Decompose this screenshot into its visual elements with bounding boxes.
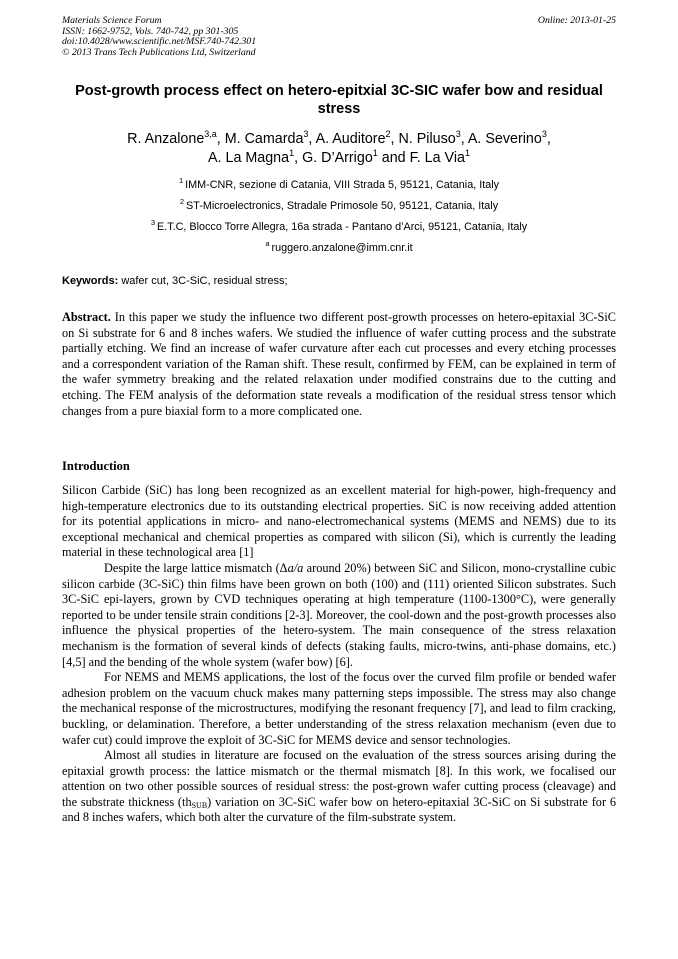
affiliation-text: ST-Microelectronics, Stradale Primosole 50, 95121, Catania, Italy	[186, 200, 499, 212]
paragraph-text: Almost all studies in literature are focused on the evaluation of the stress sources arising during the epitaxial growth process: the lattice mismatch or the thermal mismatch [8]. In this work, we focalised our attention on two other possible sources of residual stress: the post-grown wafer cutting process (cleavage) and the substrate thickness (th	[62, 748, 616, 809]
author-affil-mark: 3	[455, 129, 461, 139]
affiliation-mark: 1	[178, 176, 184, 185]
author-separator: and	[377, 149, 410, 166]
keywords	[62, 274, 616, 288]
affiliation-text: IMM-CNR, sezione di Catania, VIII Strada 5, 95121, Catania, Italy	[185, 179, 500, 191]
paragraph-subscript: SUB	[191, 800, 208, 810]
keywords-text: wafer cut, 3C-SiC, residual stress;	[121, 275, 288, 287]
author-affil-mark: 3,a	[204, 129, 217, 139]
author-name: G. D’Arrigo	[302, 149, 373, 166]
paragraph: Silicon Carbide (SiC) has long been recognized as an excellent material for high-power, high-frequency and high-temperature electronics due to its outstanding electrical properties. SiC is now receiving added attention for its potential applications in micro- and nano-electromechanical systems (MEMS and NEMS) due to its exceptional mechanical and chemical properties as compared with silicon (Si), which is currently the leading material in these technological area [1]	[62, 483, 616, 560]
paragraph: For NEMS and MEMS applications, the lost of the focus over the curved film profile or bended wafer adhesion problem on the vacuum chuck makes many patterning steps impossible. The stress may also change the mechanical response of the microstructures, modifying the resonant frequency [7], and lead to film cracking, buckling, or delamination. Therefore, a better understanding of the stress relaxation mechanism (even due to wafer cut) could improve the exploit of 3C-SiC for MEMS device and sensor technologies.	[62, 670, 616, 747]
affiliation-mark: a	[265, 239, 270, 248]
author-affil-mark: 1	[464, 147, 470, 158]
abstract	[62, 310, 616, 419]
author-name: F. La Via	[409, 149, 465, 166]
author-affil-mark: 3	[541, 129, 547, 139]
author-name: A. Severino	[467, 131, 542, 147]
author-affil-mark: 3	[303, 129, 309, 139]
author-name: A. Auditore	[315, 131, 386, 147]
paragraph	[62, 748, 616, 826]
paragraph-text: Despite the large lattice mismatch (Δ	[104, 560, 288, 575]
author-affil-mark: 1	[372, 147, 378, 158]
affiliation-item	[62, 217, 616, 238]
abstract-text: In this paper we study the influence two different post-growth processes on hetero-epitaxial 3C-SiC on Si substrate for 6 and 8 inches wafers. We studied the influence of wafer cutting process and the substrate partially etching. We find an increase of wafer curvature after each cut processes and every etching processes and a correspondent variation of the Raman shift. These result, confirmed by FEM, can be explained in term of the wafer symmetry breaking and the related relaxation under modified constrains due to the cutting and etching. The FEM analysis of the deformation state reveals a modification of the residual stress tensor which changes from a pure biaxial form to a more complicated one.	[62, 310, 616, 418]
author-name: A. La Magna	[208, 149, 290, 166]
paragraph-italic: a/a	[287, 560, 304, 575]
affiliation-item	[62, 196, 616, 217]
journal-name: Materials Science Forum	[62, 15, 162, 26]
abstract-label: Abstract.	[62, 310, 111, 324]
paper-title: Post-growth process effect on hetero-epitxial 3C-SIC wafer bow and residual stress	[75, 83, 603, 117]
affiliation-mark: 3	[150, 218, 156, 227]
introduction-body	[62, 483, 616, 826]
journal-doi[interactable]: doi:10.4028/www.scientific.net/MSF.740-742.301	[62, 36, 257, 48]
author-list	[62, 130, 616, 167]
author-affil-mark: 2	[385, 129, 391, 139]
online-date: Online: 2013-01-25	[537, 15, 616, 26]
author-name: M. Camarda	[224, 131, 304, 147]
journal-header	[62, 16, 616, 58]
affiliation-text: E.T.C, Blocco Torre Allegra, 16a strada - Pantano d’Arci, 95121, Catania, Italy	[157, 221, 528, 233]
affiliation-mark: 2	[179, 197, 185, 206]
journal-copyright: © 2013 Trans Tech Publications Ltd, Switzerland	[62, 46, 256, 58]
journal-issn: ISSN: 1662-9752, Vols. 740-742, pp 301-305	[62, 25, 239, 37]
author-separator: ,	[294, 149, 303, 166]
author-name: N. Piluso	[398, 131, 456, 147]
section-heading-introduction: Introduction	[62, 459, 130, 473]
paragraph-text: ) variation on 3C-SiC wafer bow on hetero-epitaxial 3C-SiC on Si substrate for 6 and 8 inches wafers, which both alter the curvature of the film-substrate system.	[62, 794, 617, 825]
author-name: R. Anzalone	[127, 131, 205, 147]
author-separator: ,	[546, 131, 551, 147]
paragraph-text: around 20%) between SiC and Silicon, mono-crystalline cubic silicon carbide (3C-SiC) thin films have been grown on both (100) and (111) oriented Silicon substrates. Such 3C-SiC epi-layers, grown by CVD techniques operating at high temperature (1100-1300°C), were generally reported to be under tensile strain conditions [2-3]. Moreover, the cool-down and the post-growth processes also influence the physical properties of the hetero-system. The main consequence of the stress relaxation mechanism is the formation of several kinds of defects (staking faults, micro-twins, anti-phase domains, etc.) [4,5] and the bending of the whole system (wafer bow) [6].	[62, 560, 616, 669]
affiliation-item	[62, 175, 616, 196]
author-separator: ,	[460, 131, 468, 147]
author-separator: ,	[216, 131, 225, 147]
email-text: ruggero.anzalone@imm.cnr.it	[271, 242, 413, 254]
author-separator: ,	[308, 131, 316, 147]
contact-email[interactable]	[62, 238, 616, 259]
affiliation-list	[62, 175, 616, 259]
author-separator: ,	[390, 131, 399, 147]
keywords-label: Keywords:	[62, 275, 119, 287]
paragraph	[62, 561, 616, 670]
author-affil-mark: 1	[289, 147, 295, 158]
